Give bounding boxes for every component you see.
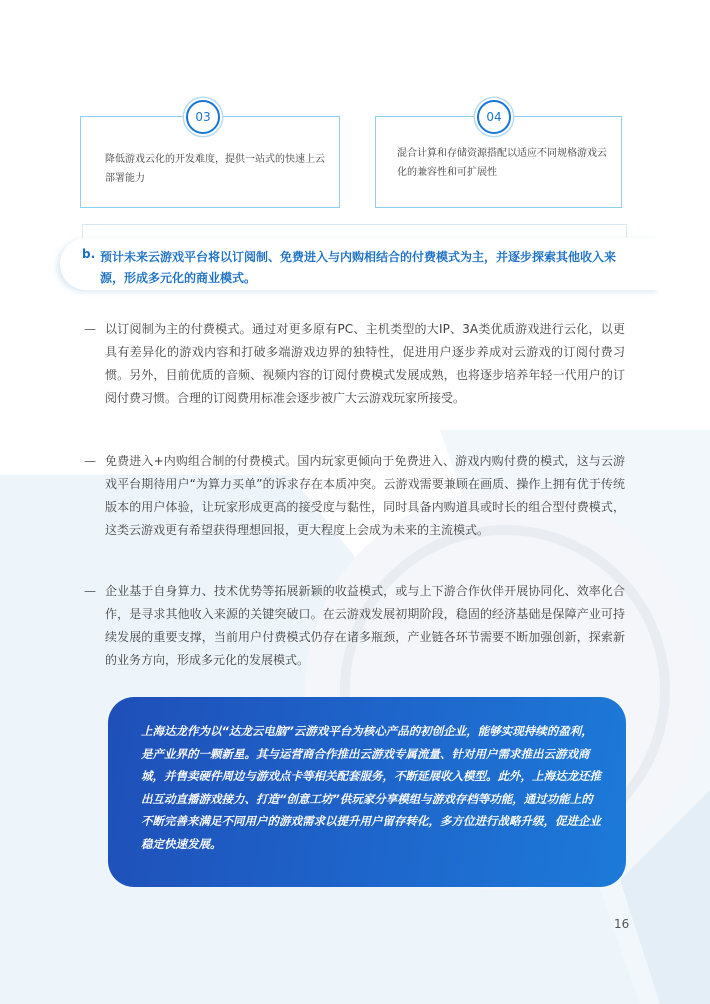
paragraph-text: 以订阅制为主的付费模式。通过对更多原有PC、主机类型的大IP、3A类优质游戏进行云化，以更具有差异化的游戏内容和打破多端游戏边界的独特性，促进用户逐步养成对云游戏的订阅付费习惯。另外，目前优质的音频、视频内容的订阅付费模式发展成熟，也将逐步培养年轻一代用户的订阅付费习惯。合理的订阅费用标准会逐步被广大云游戏玩家所接受。 [105, 322, 625, 405]
paragraph-text: 企业基于自身算力、技术优势等拓展新颖的收益模式，或与上下游合作伙伴开展协同化、效率化合作，是寻求其他收入来源的关键突破口。在云游戏发展初期阶段，稳固的经济基础是保障产业可持续发展的重要支撑，当前用户付费模式仍存在诸多瓶颈，产业链各环节需要不断加强创新，探索新的业务方向，形成多元化的发展模式。 [105, 584, 625, 667]
dash-bullet: — [84, 584, 96, 598]
dash-bullet: — [84, 322, 96, 336]
body-paragraph [84, 450, 625, 542]
card-number-badge: 04 [477, 100, 511, 134]
body-paragraph [84, 318, 625, 410]
dash-bullet: — [84, 454, 96, 468]
body-paragraph [84, 580, 625, 672]
callout-text: 上海达龙作为以“达龙云电脑”云游戏平台为核心产品的初创企业，能够实现持续的盈利，是产业界的一颗新星。其与运营商合作推出云游戏专属流量、针对用户需求推出云游戏商城，并售卖硬件周边与游戏点卡等相关配套服务，不断延展收入模型。此外，上海达龙还推出互动直播游戏接力、打造“创意工坊”供玩家分享模组与游戏存档等功能，通过功能上的不断完善来满足不同用户的游戏需求以提升用户留存转化，多方位进行战略升级，促进企业稳定快速发展。 [141, 724, 601, 851]
section-b-label: b. [82, 247, 96, 261]
page-number: 16 [614, 917, 630, 931]
paragraph-text: 免费进入+内购组合制的付费模式。国内玩家更倾向于免费进入、游戏内购付费的模式，这与云游戏平台期待用户“为算力买单”的诉求存在本质冲突。云游戏需要兼顾在画质、操作上拥有优于传统版本的用户体验，让玩家形成更高的接受度与黏性，同时具备内购道具或时长的组合型付费模式，这类云游戏更有希望获得理想回报，更大程度上会成为未来的主流模式。 [105, 454, 625, 537]
card-number-badge: 03 [186, 100, 220, 134]
section-b-heading: 预计未来云游戏平台将以订阅制、免费进入与内购相结合的付费模式为主，并逐步探索其他收入来源，形成多元化的商业模式。 [100, 250, 617, 285]
card-text: 降低游戏云化的开发难度，提供一站式的快速上云部署能力 [105, 154, 325, 184]
card-text: 混合计算和存储资源搭配以适应不同规格游戏云化的兼容性和可扩展性 [397, 148, 607, 178]
